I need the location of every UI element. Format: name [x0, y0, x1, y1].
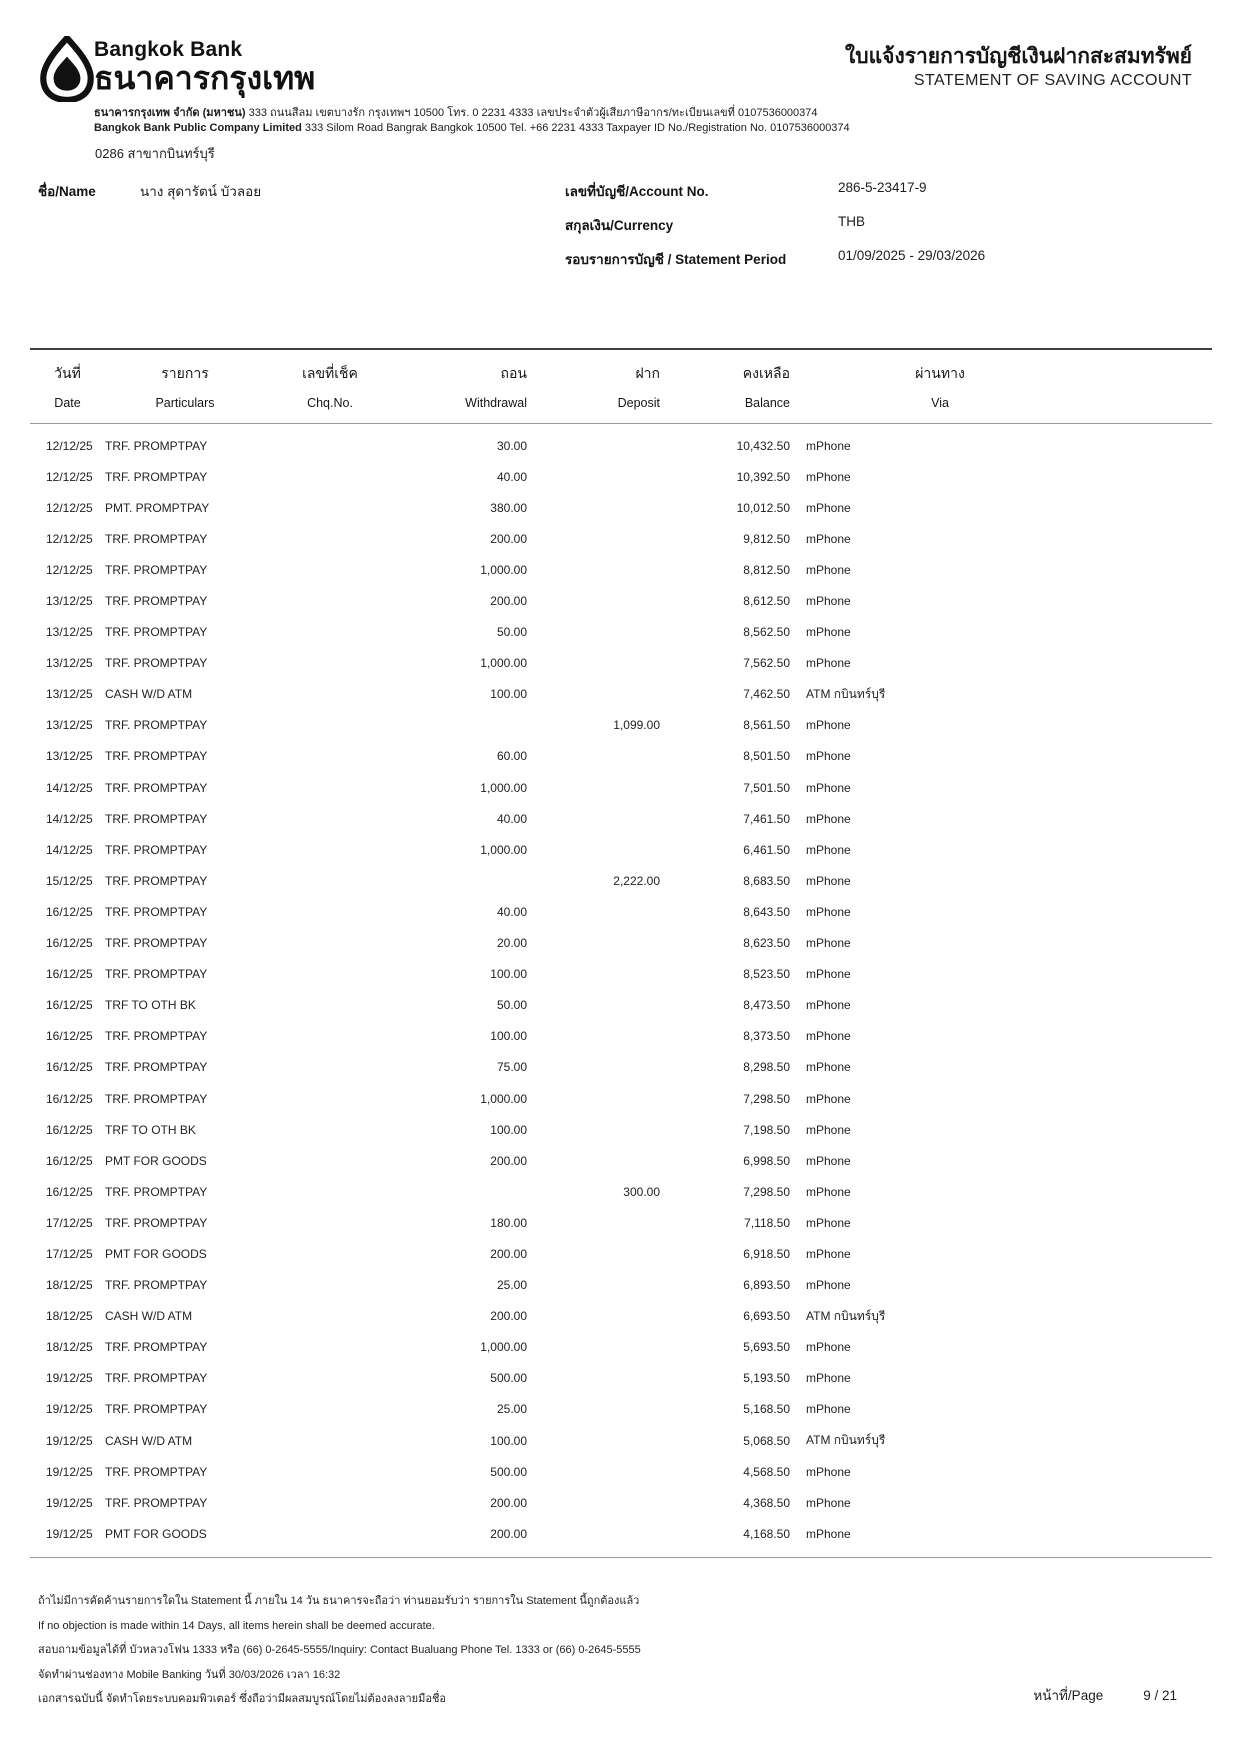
cell-date: 16/12/25 [46, 1091, 93, 1106]
table-row [30, 492, 1212, 523]
cell-via: mPhone [806, 625, 851, 640]
cell-date: 13/12/25 [46, 656, 93, 671]
cell-withdrawal: 1,000.00 [480, 1340, 527, 1355]
bank-name-th: ธนาคารกรุงเทพ [94, 60, 316, 96]
cell-deposit: 2,222.00 [613, 873, 660, 888]
cell-particulars: TRF. PROMPTPAY [105, 438, 208, 453]
bank-address-th [94, 106, 1194, 121]
branch-name: 0286 สาขากบินทร์บุรี [95, 146, 215, 161]
table-row [30, 648, 1212, 679]
table-header [30, 348, 1212, 424]
cell-date: 17/12/25 [46, 1215, 93, 1230]
table-row [30, 865, 1212, 896]
name-label: ชื่อ/Name [38, 184, 96, 199]
cell-balance: 10,012.50 [736, 500, 790, 515]
cell-particulars: TRF. PROMPTPAY [105, 1340, 208, 1355]
cell-withdrawal: 100.00 [490, 1433, 527, 1448]
page-indicator [1033, 1684, 1177, 1706]
currency-label: สกุลเงิน/Currency [565, 218, 674, 233]
cell-withdrawal: 30.00 [496, 438, 527, 453]
cell-date: 15/12/25 [46, 873, 93, 888]
cell-date: 19/12/25 [46, 1402, 93, 1417]
cell-via: mPhone [806, 1464, 851, 1479]
cell-withdrawal: 40.00 [496, 811, 527, 826]
header-via-en: Via [931, 396, 949, 410]
cell-particulars: TRF. PROMPTPAY [105, 1091, 208, 1106]
cell-particulars: TRF. PROMPTPAY [105, 1402, 208, 1417]
cell-withdrawal: 50.00 [496, 625, 527, 640]
table-row [30, 896, 1212, 927]
cell-balance: 6,461.50 [743, 842, 790, 857]
table-row [30, 803, 1212, 834]
cell-balance: 7,118.50 [744, 1215, 790, 1230]
table-row [30, 461, 1212, 492]
cell-date: 12/12/25 [46, 562, 93, 577]
table-row [30, 1207, 1212, 1238]
cell-particulars: TRF. PROMPTPAY [105, 594, 208, 609]
header-particulars-th: รายการ [161, 365, 209, 381]
bank-address-en-bold: Bangkok Bank Public Company Limited [94, 122, 302, 134]
cell-via: mPhone [806, 531, 851, 546]
cell-date: 16/12/25 [46, 1060, 93, 1075]
cell-withdrawal: 40.00 [496, 904, 527, 919]
cell-withdrawal: 75.00 [496, 1060, 527, 1075]
cell-balance: 8,473.50 [743, 998, 790, 1013]
cell-particulars: TRF. PROMPTPAY [105, 1215, 208, 1230]
cell-date: 12/12/25 [46, 531, 93, 546]
cell-particulars: TRF. PROMPTPAY [105, 1278, 208, 1293]
currency-value: THB [838, 214, 865, 229]
table-row [30, 617, 1212, 648]
cell-balance: 7,501.50 [743, 780, 790, 795]
transactions-table [30, 348, 1212, 1558]
cell-via: mPhone [806, 1091, 851, 1106]
cell-date: 13/12/25 [46, 718, 93, 733]
cell-withdrawal: 1,000.00 [480, 842, 527, 857]
cell-via: mPhone [806, 780, 851, 795]
table-row [30, 772, 1212, 803]
footer-note-objection-th: ถ้าไม่มีการคัดค้านรายการใดใน Statement นี้ ภายใน 14 วัน ธนาคารจะถือว่า ท่านยอมรับว่า รายการใน Statement นี้ถูกต้องแล้ว [38, 1595, 640, 1607]
bank-address-en [94, 121, 1194, 136]
page-number: 9 / 21 [1143, 1688, 1177, 1703]
cell-via: mPhone [806, 1122, 851, 1137]
cell-date: 13/12/25 [46, 687, 93, 702]
table-row [30, 585, 1212, 616]
cell-balance: 8,643.50 [743, 904, 790, 919]
cell-particulars: TRF TO OTH BK [105, 998, 196, 1013]
table-row [30, 959, 1212, 990]
header-via-en-wrap [790, 396, 1212, 410]
cell-via: mPhone [806, 904, 851, 919]
cell-date: 14/12/25 [46, 780, 93, 795]
cell-balance: 7,198.50 [743, 1122, 790, 1137]
cell-withdrawal: 380.00 [490, 500, 527, 515]
cell-balance: 8,298.50 [743, 1060, 790, 1075]
header-withdrawal-en: Withdrawal [465, 396, 527, 410]
header-date-th: วันที่ [54, 365, 81, 381]
table-row [30, 1425, 1212, 1456]
table-row [30, 554, 1212, 585]
cell-date: 16/12/25 [46, 1122, 93, 1137]
cell-balance: 5,693.50 [743, 1340, 790, 1355]
cell-withdrawal: 20.00 [496, 936, 527, 951]
cell-particulars: CASH W/D ATM [105, 687, 193, 702]
cell-particulars: TRF. PROMPTPAY [105, 749, 208, 764]
cell-via: mPhone [806, 998, 851, 1013]
cell-deposit: 1,099.00 [613, 718, 660, 733]
cell-date: 12/12/25 [46, 469, 93, 484]
cell-particulars: TRF. PROMPTPAY [105, 873, 208, 888]
cell-balance: 8,561.50 [743, 718, 790, 733]
cell-via: mPhone [806, 656, 851, 671]
table-row [30, 1145, 1212, 1176]
cell-withdrawal: 40.00 [496, 469, 527, 484]
cell-via: mPhone [806, 1215, 851, 1230]
table-row [30, 1363, 1212, 1394]
cell-withdrawal: 200.00 [490, 531, 527, 546]
table-row [30, 1487, 1212, 1518]
cell-particulars: CASH W/D ATM [105, 1309, 193, 1324]
cell-balance: 8,501.50 [743, 749, 790, 764]
bank-address-th-rest: 333 ถนนสีลม เขตบางรัก กรุงเทพฯ 10500 โทร. 0 2231 4333 เลขประจำตัวผู้เสียภาษีอากร/ทะเบียนเลขที่ 0107536000374 [245, 107, 818, 119]
name-value: นาง สุดารัตน์ บัวลอย [140, 184, 262, 199]
account-no-value: 286-5-23417-9 [838, 180, 927, 195]
cell-balance: 6,893.50 [743, 1278, 790, 1293]
table-row [30, 1301, 1212, 1332]
cell-particulars: TRF. PROMPTPAY [105, 967, 208, 982]
bank-address-en-rest: 333 Silom Road Bangrak Bangkok 10500 Tel. +66 2231 4333 Taxpayer ID No./Registration No. 0107536000374 [301, 122, 850, 134]
cell-withdrawal: 200.00 [490, 1309, 527, 1324]
cell-via: mPhone [806, 1340, 851, 1355]
cell-via: mPhone [806, 936, 851, 951]
table-header-english [30, 390, 1212, 416]
cell-via: mPhone [806, 1526, 851, 1541]
cell-withdrawal: 1,000.00 [480, 656, 527, 671]
cell-particulars: TRF. PROMPTPAY [105, 531, 208, 546]
table-row [30, 1083, 1212, 1114]
cell-withdrawal: 200.00 [490, 1153, 527, 1168]
cell-balance: 5,168.50 [743, 1402, 790, 1417]
cell-via: mPhone [806, 562, 851, 577]
cell-balance: 4,568.50 [743, 1464, 790, 1479]
cell-date: 14/12/25 [46, 811, 93, 826]
cell-particulars: PMT. PROMPTPAY [105, 500, 210, 515]
table-row [30, 1176, 1212, 1207]
cell-particulars: TRF. PROMPTPAY [105, 1029, 208, 1044]
cell-balance: 7,298.50 [743, 1184, 790, 1199]
header-deposit-th: ฝาก [635, 365, 660, 381]
table-row [30, 1270, 1212, 1301]
cell-date: 13/12/25 [46, 625, 93, 640]
table-row [30, 1238, 1212, 1269]
footer-note-objection-en: If no objection is made within 14 Days, all items herein shall be deemed accurate. [38, 1619, 435, 1632]
cell-particulars: TRF. PROMPTPAY [105, 936, 208, 951]
header-via-th-wrap [790, 363, 1212, 385]
cell-via: mPhone [806, 594, 851, 609]
table-row [30, 1114, 1212, 1145]
cell-particulars: TRF TO OTH BK [105, 1122, 196, 1137]
cell-balance: 4,368.50 [743, 1495, 790, 1510]
cell-balance: 5,193.50 [743, 1371, 790, 1386]
cell-particulars: TRF. PROMPTPAY [105, 1184, 208, 1199]
cell-withdrawal: 1,000.00 [480, 562, 527, 577]
cell-particulars: TRF. PROMPTPAY [105, 1495, 208, 1510]
bangkok-bank-lotus-icon [40, 36, 94, 102]
cell-balance: 7,562.50 [743, 656, 790, 671]
table-row [30, 741, 1212, 772]
cell-particulars: CASH W/D ATM [105, 1433, 193, 1448]
cell-withdrawal: 200.00 [490, 1246, 527, 1261]
cell-particulars: TRF. PROMPTPAY [105, 469, 208, 484]
cell-particulars: TRF. PROMPTPAY [105, 1371, 208, 1386]
cell-date: 19/12/25 [46, 1433, 93, 1448]
bank-address-th-bold: ธนาคารกรุงเทพ จำกัด (มหาชน) [94, 107, 246, 119]
cell-withdrawal: 200.00 [490, 594, 527, 609]
cell-date: 19/12/25 [46, 1464, 93, 1479]
footer-note-computer-generated: เอกสารฉบับนี้ จัดทำโดยระบบคอมพิวเตอร์ ซึ่งถือว่ามีผลสมบูรณ์โดยไม่ต้องลงลายมือชื่อ [38, 1693, 447, 1705]
cell-withdrawal: 180.00 [490, 1215, 527, 1230]
cell-withdrawal: 50.00 [496, 998, 527, 1013]
table-row [30, 710, 1212, 741]
cell-balance: 8,612.50 [743, 594, 790, 609]
table-row [30, 1332, 1212, 1363]
header-chqno-th: เลขที่เช็ค [302, 365, 358, 381]
cell-date: 12/12/25 [46, 500, 93, 515]
cell-via: mPhone [806, 1371, 851, 1386]
cell-particulars: PMT FOR GOODS [105, 1153, 207, 1168]
cell-date: 16/12/25 [46, 1029, 93, 1044]
table-row [30, 523, 1212, 554]
cell-date: 16/12/25 [46, 998, 93, 1013]
cell-withdrawal: 100.00 [490, 1122, 527, 1137]
cell-withdrawal: 25.00 [496, 1402, 527, 1417]
cell-withdrawal: 200.00 [490, 1526, 527, 1541]
table-row [30, 1518, 1212, 1549]
cell-via: ATM กบินทร์บุรี [806, 686, 886, 701]
statement-period-value: 01/09/2025 - 29/03/2026 [838, 248, 986, 263]
footer-note-channel: จัดทำผ่านช่องทาง Mobile Banking วันที่ 30/03/2026 เวลา 16:32 [38, 1668, 341, 1681]
cell-via: mPhone [806, 1246, 851, 1261]
table-row [30, 1052, 1212, 1083]
document-title-th: ใบแจ้งรายการบัญชีเงินฝากสะสมทรัพย์ [845, 45, 1192, 68]
cell-date: 19/12/25 [46, 1526, 93, 1541]
cell-withdrawal: 100.00 [490, 1029, 527, 1044]
bank-address [94, 106, 1194, 136]
header-withdrawal-th: ถอน [500, 365, 527, 381]
cell-via: mPhone [806, 1495, 851, 1510]
cell-balance: 8,523.50 [743, 967, 790, 982]
table-row [30, 1394, 1212, 1425]
header-particulars-en: Particulars [155, 396, 215, 410]
cell-particulars: TRF. PROMPTPAY [105, 842, 208, 857]
cell-particulars: TRF. PROMPTPAY [105, 718, 208, 733]
cell-balance: 8,373.50 [743, 1029, 790, 1044]
table-row [30, 430, 1212, 461]
cell-balance: 8,683.50 [743, 873, 790, 888]
cell-via: ATM กบินทร์บุรี [806, 1308, 886, 1323]
cell-via: mPhone [806, 873, 851, 888]
cell-via: mPhone [806, 749, 851, 764]
cell-balance: 4,168.50 [743, 1526, 790, 1541]
cell-date: 16/12/25 [46, 936, 93, 951]
cell-date: 16/12/25 [46, 967, 93, 982]
cell-particulars: PMT FOR GOODS [105, 1246, 207, 1261]
header-balance-th: คงเหลือ [742, 365, 790, 381]
cell-date: 18/12/25 [46, 1278, 93, 1293]
cell-particulars: TRF. PROMPTPAY [105, 625, 208, 640]
cell-date: 16/12/25 [46, 904, 93, 919]
cell-withdrawal: 100.00 [490, 967, 527, 982]
cell-particulars: TRF. PROMPTPAY [105, 904, 208, 919]
statement-period-label: รอบรายการบัญชี / Statement Period [565, 252, 787, 267]
document-title-en: STATEMENT OF SAVING ACCOUNT [913, 72, 1192, 89]
transaction-rows [30, 424, 1212, 1558]
cell-via: mPhone [806, 967, 851, 982]
cell-particulars: TRF. PROMPTPAY [105, 1464, 208, 1479]
cell-via: mPhone [806, 842, 851, 857]
cell-date: 16/12/25 [46, 1153, 93, 1168]
cell-withdrawal: 25.00 [496, 1278, 527, 1293]
cell-balance: 10,392.50 [736, 469, 790, 484]
cell-balance: 10,432.50 [736, 438, 790, 453]
cell-balance: 6,693.50 [743, 1309, 790, 1324]
cell-via: mPhone [806, 1184, 851, 1199]
header-via-th: ผ่านทาง [915, 365, 965, 381]
cell-date: 17/12/25 [46, 1246, 93, 1261]
table-row [30, 1021, 1212, 1052]
cell-withdrawal: 1,000.00 [480, 1091, 527, 1106]
cell-date: 13/12/25 [46, 594, 93, 609]
cell-via: mPhone [806, 1060, 851, 1075]
cell-withdrawal: 1,000.00 [480, 780, 527, 795]
table-row [30, 1456, 1212, 1487]
cell-balance: 6,918.50 [743, 1246, 790, 1261]
cell-particulars: TRF. PROMPTPAY [105, 562, 208, 577]
cell-particulars: TRF. PROMPTPAY [105, 656, 208, 671]
table-row [30, 679, 1212, 710]
cell-balance: 8,623.50 [743, 936, 790, 951]
cell-via: mPhone [806, 718, 851, 733]
table-row [30, 990, 1212, 1021]
cell-via: mPhone [806, 1029, 851, 1044]
cell-particulars: TRF. PROMPTPAY [105, 811, 208, 826]
cell-date: 16/12/25 [46, 1184, 93, 1199]
cell-date: 19/12/25 [46, 1371, 93, 1386]
page-label: หน้าที่/Page [1033, 1688, 1104, 1703]
cell-date: 18/12/25 [46, 1340, 93, 1355]
bank-name-en: Bangkok Bank [94, 38, 243, 61]
cell-date: 12/12/25 [46, 438, 93, 453]
cell-withdrawal: 100.00 [490, 687, 527, 702]
cell-via: mPhone [806, 1402, 851, 1417]
cell-via: ATM กบินทร์บุรี [806, 1433, 886, 1448]
table-row [30, 834, 1212, 865]
cell-balance: 7,462.50 [743, 687, 790, 702]
cell-withdrawal: 500.00 [490, 1464, 527, 1479]
cell-via: mPhone [806, 438, 851, 453]
cell-balance: 6,998.50 [743, 1153, 790, 1168]
cell-particulars: TRF. PROMPTPAY [105, 780, 208, 795]
cell-withdrawal: 200.00 [490, 1495, 527, 1510]
cell-via: mPhone [806, 1153, 851, 1168]
header-chqno-en: Chq.No. [307, 396, 353, 410]
cell-particulars: PMT FOR GOODS [105, 1526, 207, 1541]
cell-balance: 8,812.50 [743, 562, 790, 577]
account-no-label: เลขที่บัญชี/Account No. [565, 184, 709, 199]
cell-balance: 7,461.50 [743, 811, 790, 826]
header-deposit-en: Deposit [617, 396, 660, 410]
table-header-thai [30, 358, 1212, 390]
cell-withdrawal: 500.00 [490, 1371, 527, 1386]
cell-via: mPhone [806, 811, 851, 826]
cell-balance: 8,562.50 [743, 625, 790, 640]
cell-date: 19/12/25 [46, 1495, 93, 1510]
cell-via: mPhone [806, 500, 851, 515]
table-row [30, 928, 1212, 959]
cell-via: mPhone [806, 469, 851, 484]
cell-date: 13/12/25 [46, 749, 93, 764]
cell-date: 18/12/25 [46, 1309, 93, 1324]
cell-via: mPhone [806, 1278, 851, 1293]
cell-particulars: TRF. PROMPTPAY [105, 1060, 208, 1075]
cell-balance: 7,298.50 [743, 1091, 790, 1106]
footer-note-inquiry: สอบถามข้อมูลได้ที่ บัวหลวงโฟน 1333 หรือ (66) 0-2645-5555/Inquiry: Contact Bualuang Phone Tel. 1333 or (66) 0-2645-5555 [38, 1644, 641, 1656]
header-balance-en: Balance [744, 396, 790, 410]
cell-withdrawal: 60.00 [496, 749, 527, 764]
cell-balance: 9,812.50 [743, 531, 790, 546]
footer-notes [38, 1589, 938, 1712]
cell-balance: 5,068.50 [743, 1433, 790, 1448]
header-date-en: Date [54, 396, 81, 410]
cell-date: 14/12/25 [46, 842, 93, 857]
cell-deposit: 300.00 [623, 1184, 660, 1199]
